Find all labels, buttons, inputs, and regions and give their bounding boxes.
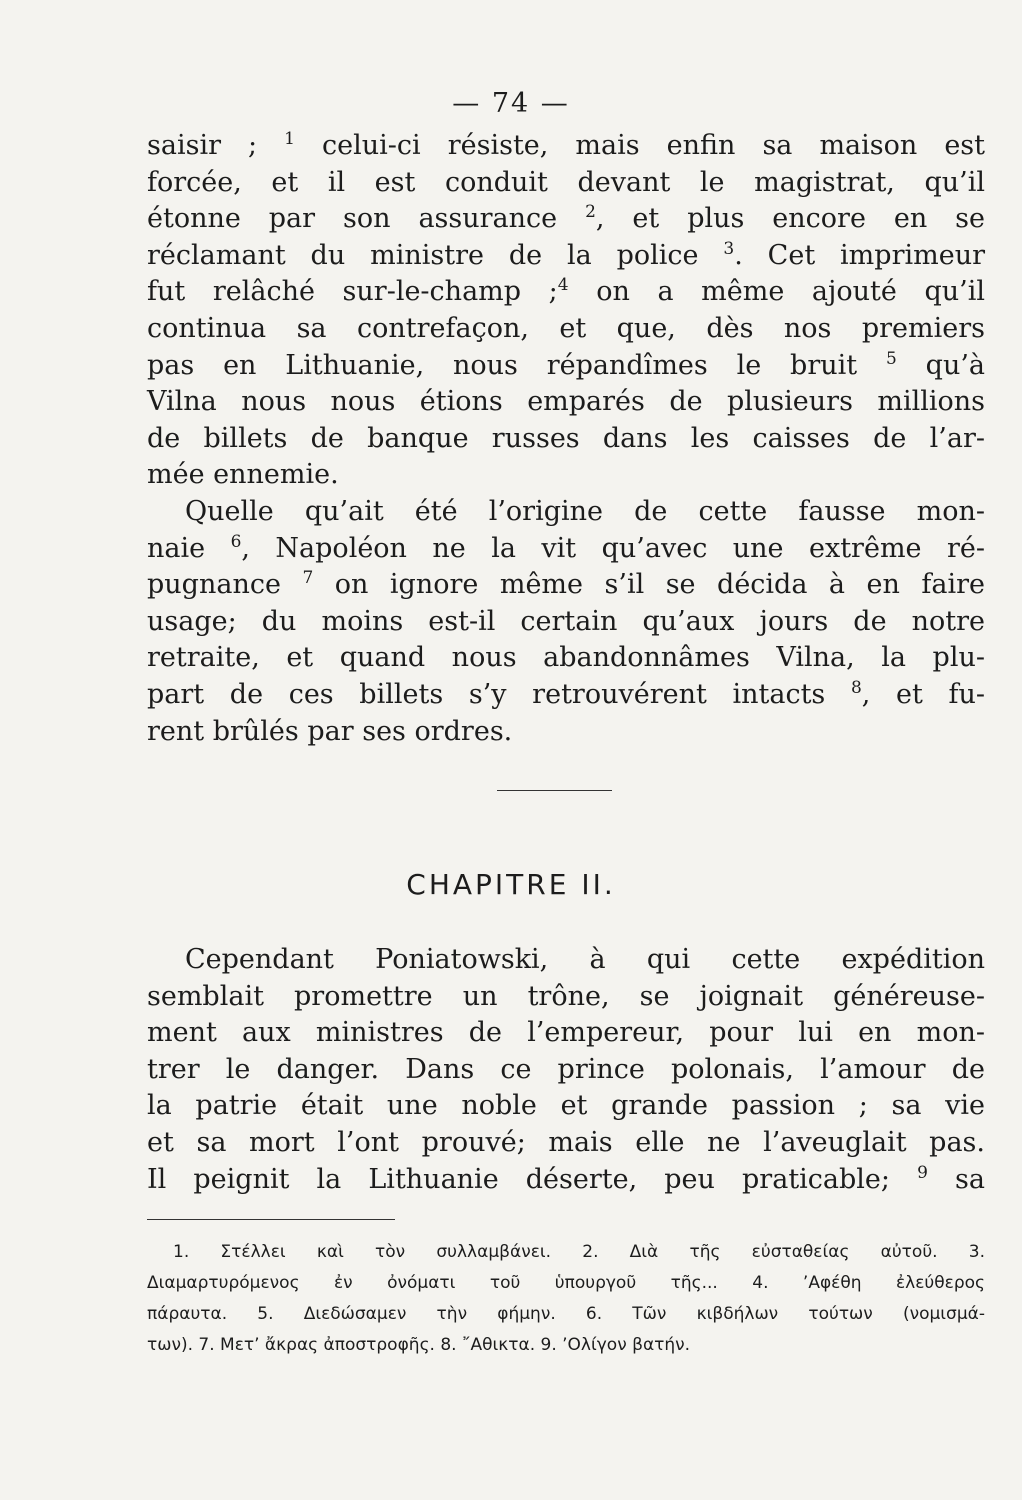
footnote-ref: 5 xyxy=(885,348,897,369)
paragraphs-section-2 xyxy=(147,942,985,1198)
text-line: et sa mort l’ont prouvé; mais elle ne l’aveuglait pas. xyxy=(147,1126,985,1158)
text-line: trer le danger. Dans ce prince polonais, l’amour de xyxy=(147,1053,985,1085)
paragraphs-section-1 xyxy=(147,128,985,750)
footnote-line: των). 7. Μετ’ ἄκρας ἀποστροφῆς. 8. ῎Αθικτα. 9. ’Ολίγον βατήν. xyxy=(147,1335,691,1355)
text-line: Il peignit la Lithuanie déserte, peu praticable; $^9$ sa xyxy=(147,1162,985,1195)
text-line: rent brûlés par ses ordres. xyxy=(147,715,513,747)
text-line: réclamant du ministre de la police $^3$. Cet imprimeur xyxy=(147,238,985,271)
page-number: — 74 — xyxy=(452,88,570,119)
text-line: saisir ; $^1$ celui-ci résiste, mais enfin sa maison est xyxy=(147,129,985,161)
chapter-heading: CHAPITRE II. xyxy=(406,868,616,901)
section-divider xyxy=(497,790,612,791)
text-line: étonne par son assurance $^2$, et plus encore en se xyxy=(147,202,985,235)
footnote-line: 1. Στέλλει καὶ τὸν συλλαμβάνει. 2. Διὰ τῆς εὐσταθείας αὐτοῦ. 3. xyxy=(173,1242,985,1262)
text-line: usage; du moins est-il certain qu’aux jours de notre xyxy=(147,605,985,637)
text-line: forcée, et il est conduit devant le magistrat, qu’il xyxy=(147,166,985,198)
text-line: Vilna nous nous étions emparés de plusieurs millions xyxy=(147,386,985,418)
footnote-ref: 2 xyxy=(585,202,596,223)
text-line: fut relâché sur-le-champ ;$^4$ on a même ajouté qu’il xyxy=(147,275,985,308)
text-line: part de ces billets s’y retrouvérent intacts $^8$, et fu- xyxy=(147,677,985,710)
text-line: mée ennemie. xyxy=(147,459,339,491)
footnote-ref: 4 xyxy=(557,275,569,296)
text-line: retraite, et quand nous abandonnâmes Vilna, la plu- xyxy=(147,642,985,674)
footnote-ref: 1 xyxy=(284,129,295,149)
footnote-ref: 7 xyxy=(302,568,314,589)
footnote-ref: 9 xyxy=(917,1162,928,1183)
footnote-ref: 8 xyxy=(850,677,862,698)
text-line: semblait promettre un trône, se joignait généreuse- xyxy=(147,980,985,1012)
text-line: continua sa contrefaçon, et que, dès nos premiers xyxy=(147,312,985,344)
footnote-line: Διαμαρτυρόμενος ἐν ὀνόματι τοῦ ὑπουργοῦ τῆς... 4. ’Αφέθη ἐλεύθερος xyxy=(147,1273,985,1293)
text-line: de billets de banque russes dans les caisses de l’ar- xyxy=(147,422,985,454)
text-line: pugnance $^7$ on ignore même s’il se décida à en faire xyxy=(147,568,985,601)
footnote-line: πάραυτα. 5. Διεδώσαμεν τὴν φήμην. 6. Τῶν κιβδήλων τούτων (νομισμά- xyxy=(147,1304,985,1324)
footnote-ref: 3 xyxy=(723,238,735,259)
footnote-divider xyxy=(147,1219,395,1220)
footnote-ref: 6 xyxy=(230,531,242,552)
text-line: Quelle qu’ait été l’origine de cette fausse mon- xyxy=(185,495,985,527)
text-line: Cependant Poniatowski, à qui cette expédition xyxy=(185,944,985,975)
footnotes xyxy=(147,1237,985,1361)
text-line: naie $^6$, Napoléon ne la vit qu’avec une extrême ré- xyxy=(147,531,985,564)
text-line: ment aux ministres de l’empereur, pour lui en mon- xyxy=(147,1017,985,1049)
text-line: pas en Lithuanie, nous répandîmes le bruit $^5$ qu’à xyxy=(147,348,986,381)
text-line: la patrie était une noble et grande passion ; sa vie xyxy=(147,1090,985,1122)
